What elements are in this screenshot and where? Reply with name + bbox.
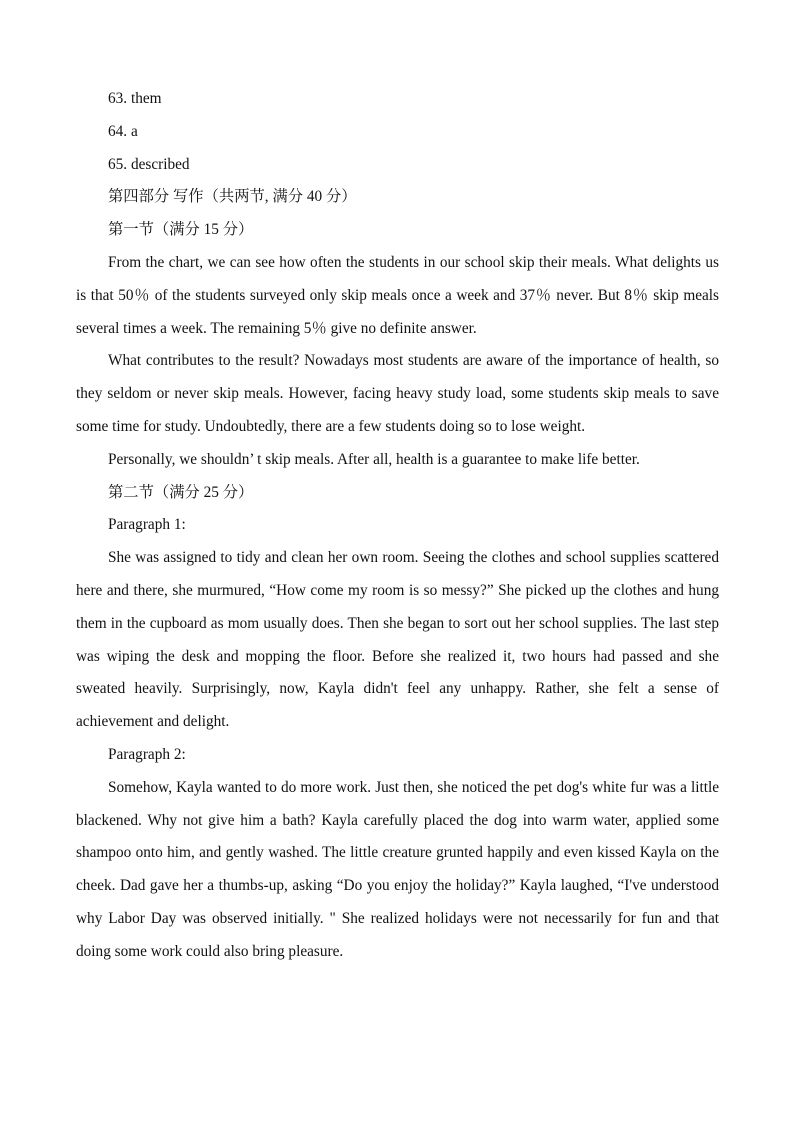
answer-64: 64. a <box>108 122 138 140</box>
answer-63: 63. them <box>108 90 162 107</box>
section1-heading: 第一节（满分 15 分） <box>108 221 254 239</box>
section1-paragraph-3: Personally, we shouldn’ t skip meals. After all, health is a guarantee to make life better. <box>108 450 640 468</box>
section2-heading: 第二节（满分 25 分） <box>108 483 254 501</box>
section1-paragraph-2: What contributes to the result? Nowadays most students are aware of the importance of health, so they seldom or never skip meals. However, facing heavy study load, some students skip meals to save some time for study. Undoubtedly, there are a few students doing so to lose weight. <box>76 352 719 435</box>
paragraph-2-text: Somehow, Kayla wanted to do more work. Just then, she noticed the pet dog's white fur was a little blackened. Why not give him a bath? Kayla carefully placed the dog into warm water, applied some shampoo onto him, and gently washed. The little creature grunted happily and even kissed Kayla on the cheek. Dad gave her a thumbs-up, asking “Do you enjoy the holiday?” Kayla laughed, “I've understood why Labor Day was observed initially. " She realized holidays were not necessarily for fun and that doing some work could also bring pleasure. <box>76 778 719 960</box>
paragraph-1-text: She was assigned to tidy and clean her own room. Seeing the clothes and school supplies scattered here and there, she murmured, “How come my room is so messy?” She picked up the clothes and hung them in the cupboard as mom usually does. Then she began to sort out her school supplies. The last step was wiping the desk and mopping the floor. Before she realized it, two hours had passed and she sweated heavily. Surprisingly, now, Kayla didn't feel any unhappy. Rather, she felt a sense of achievement and delight. <box>76 549 719 731</box>
paragraph-1-label: Paragraph 1: <box>108 516 186 534</box>
answer-65: 65. described <box>108 155 190 173</box>
section1-paragraph-1: From the chart, we can see how often the students in our school skip their meals. What delights us is that 50％ of the students surveyed only skip meals once a week and 37％ never. But 8％ skip meals several times a week. The remaining 5％ give no definite answer. <box>76 253 719 337</box>
section4-heading: 第四部分 写作（共两节, 满分 40 分） <box>108 188 357 206</box>
paragraph-2-label: Paragraph 2: <box>108 745 186 763</box>
